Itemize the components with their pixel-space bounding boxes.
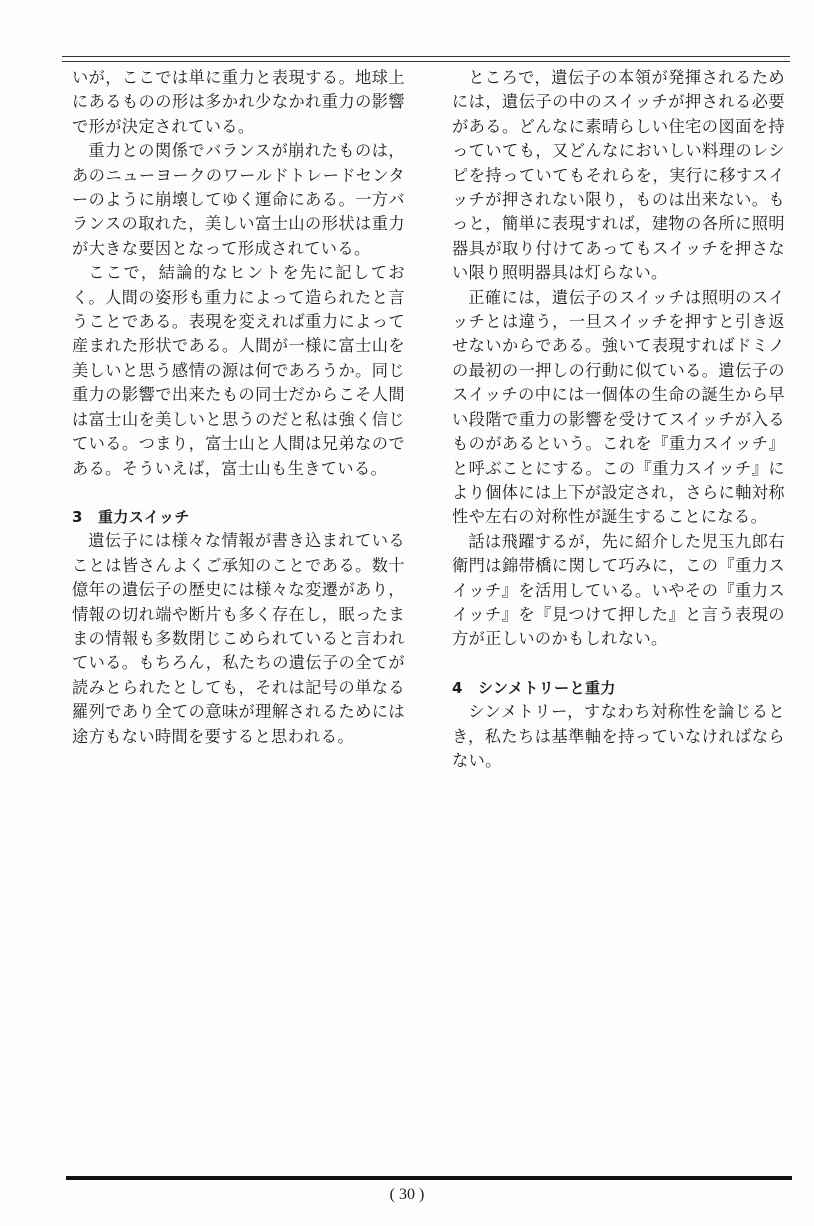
section-3-title: 重力スイッチ [98, 507, 190, 526]
left-paragraph-1: いが，ここでは単に重力と表現する。地球上にあるものの形は多かれ少なかれ重力の影響で形が決定されている。 [72, 68, 405, 136]
page-number: ( 30 ) [389, 1186, 425, 1203]
right-column [452, 66, 785, 773]
header-rule-bottom [62, 61, 790, 62]
section-4-number: 4 [452, 678, 463, 697]
left-paragraph-4: 遺伝子には様々な情報が書き込まれていることは皆さんよくご承知のことである。数十億年の遺伝子の歴史には様々な変遷があり，情報の切れ端や断片も多く存在し，眠ったままの情報も多数閉じこめられていると言われている。もちろん，私たちの遺伝子の全てが読みとられたとしても，それは記号の単なる羅列であり全ての意味が理解されるためには途方もない時間を要すると思われる。 [72, 531, 405, 746]
right-paragraph-4: シンメトリー，すなわち対称性を論じるとき，私たちは基準軸を持っていなければならない。 [452, 702, 785, 770]
left-column [72, 66, 405, 749]
section-4-title: シンメトリーと重力 [478, 678, 616, 697]
section-4-heading [452, 676, 785, 700]
section-3-heading [72, 505, 405, 529]
right-paragraph-3: 話は飛躍するが，先に紹介した児玉九郎右衛門は錦帯橋に関して巧みに，この『重力スイッチ』を活用している。いやその『重力スイッチ』を『見つけて押した』と言う表現の方が正しいのかもしれない。 [452, 531, 785, 649]
right-paragraph-1: ところで，遺伝子の本領が発揮されるためには，遺伝子の中のスイッチが押される必要がある。どんなに素晴らしい住宅の図面を持っていても，又どんなにおいしい料理のレシピを持っていてもそれらを，実行に移すスイッチが押されない限り，ものは出来ない。もっと，簡単に表現すれば，建物の各所に照明器具が取り付けてあってもスイッチを押さない限り照明器具は灯らない。 [452, 68, 785, 283]
footer-rule [66, 1176, 792, 1180]
right-paragraph-2: 正確には，遺伝子のスイッチは照明のスイッチとは違う，一旦スイッチを押すと引き返せないからである。強いて表現すればドミノの最初の一押しの行動に似ている。遺伝子のスイッチの中には一個体の生命の誕生から早い段階で重力の影響を受けてスイッチが入るものがあるという。これを『重力スイッチ』と呼ぶことにする。この『重力スイッチ』により個体には上下が設定され，さらに軸対称性や左右の対称性が誕生することになる。 [452, 287, 785, 527]
section-3-number: 3 [72, 507, 83, 526]
left-paragraph-2: 重力との関係でバランスが崩れたものは，あのニューヨークのワールドトレードセンターのように崩壊してゆく運命にある。一方バランスの取れた，美しい富士山の形状は重力が大きな要因となって形成されている。 [72, 141, 405, 258]
left-paragraph-3: ここで，結論的なヒントを先に記しておく。人間の姿形も重力によって造られたと言うことである。表現を変えれば重力によって産まれた形状である。人間が一様に富士山を美しいと思う感情の源は何であろうか。同じ重力の影響で出来たもの同士だからこそ人間は富士山を美しいと思うのだと私は強く信じている。つまり，富士山と人間は兄弟なのである。そういえば，富士山も生きている。 [72, 263, 405, 478]
header-rule-top [62, 56, 790, 57]
